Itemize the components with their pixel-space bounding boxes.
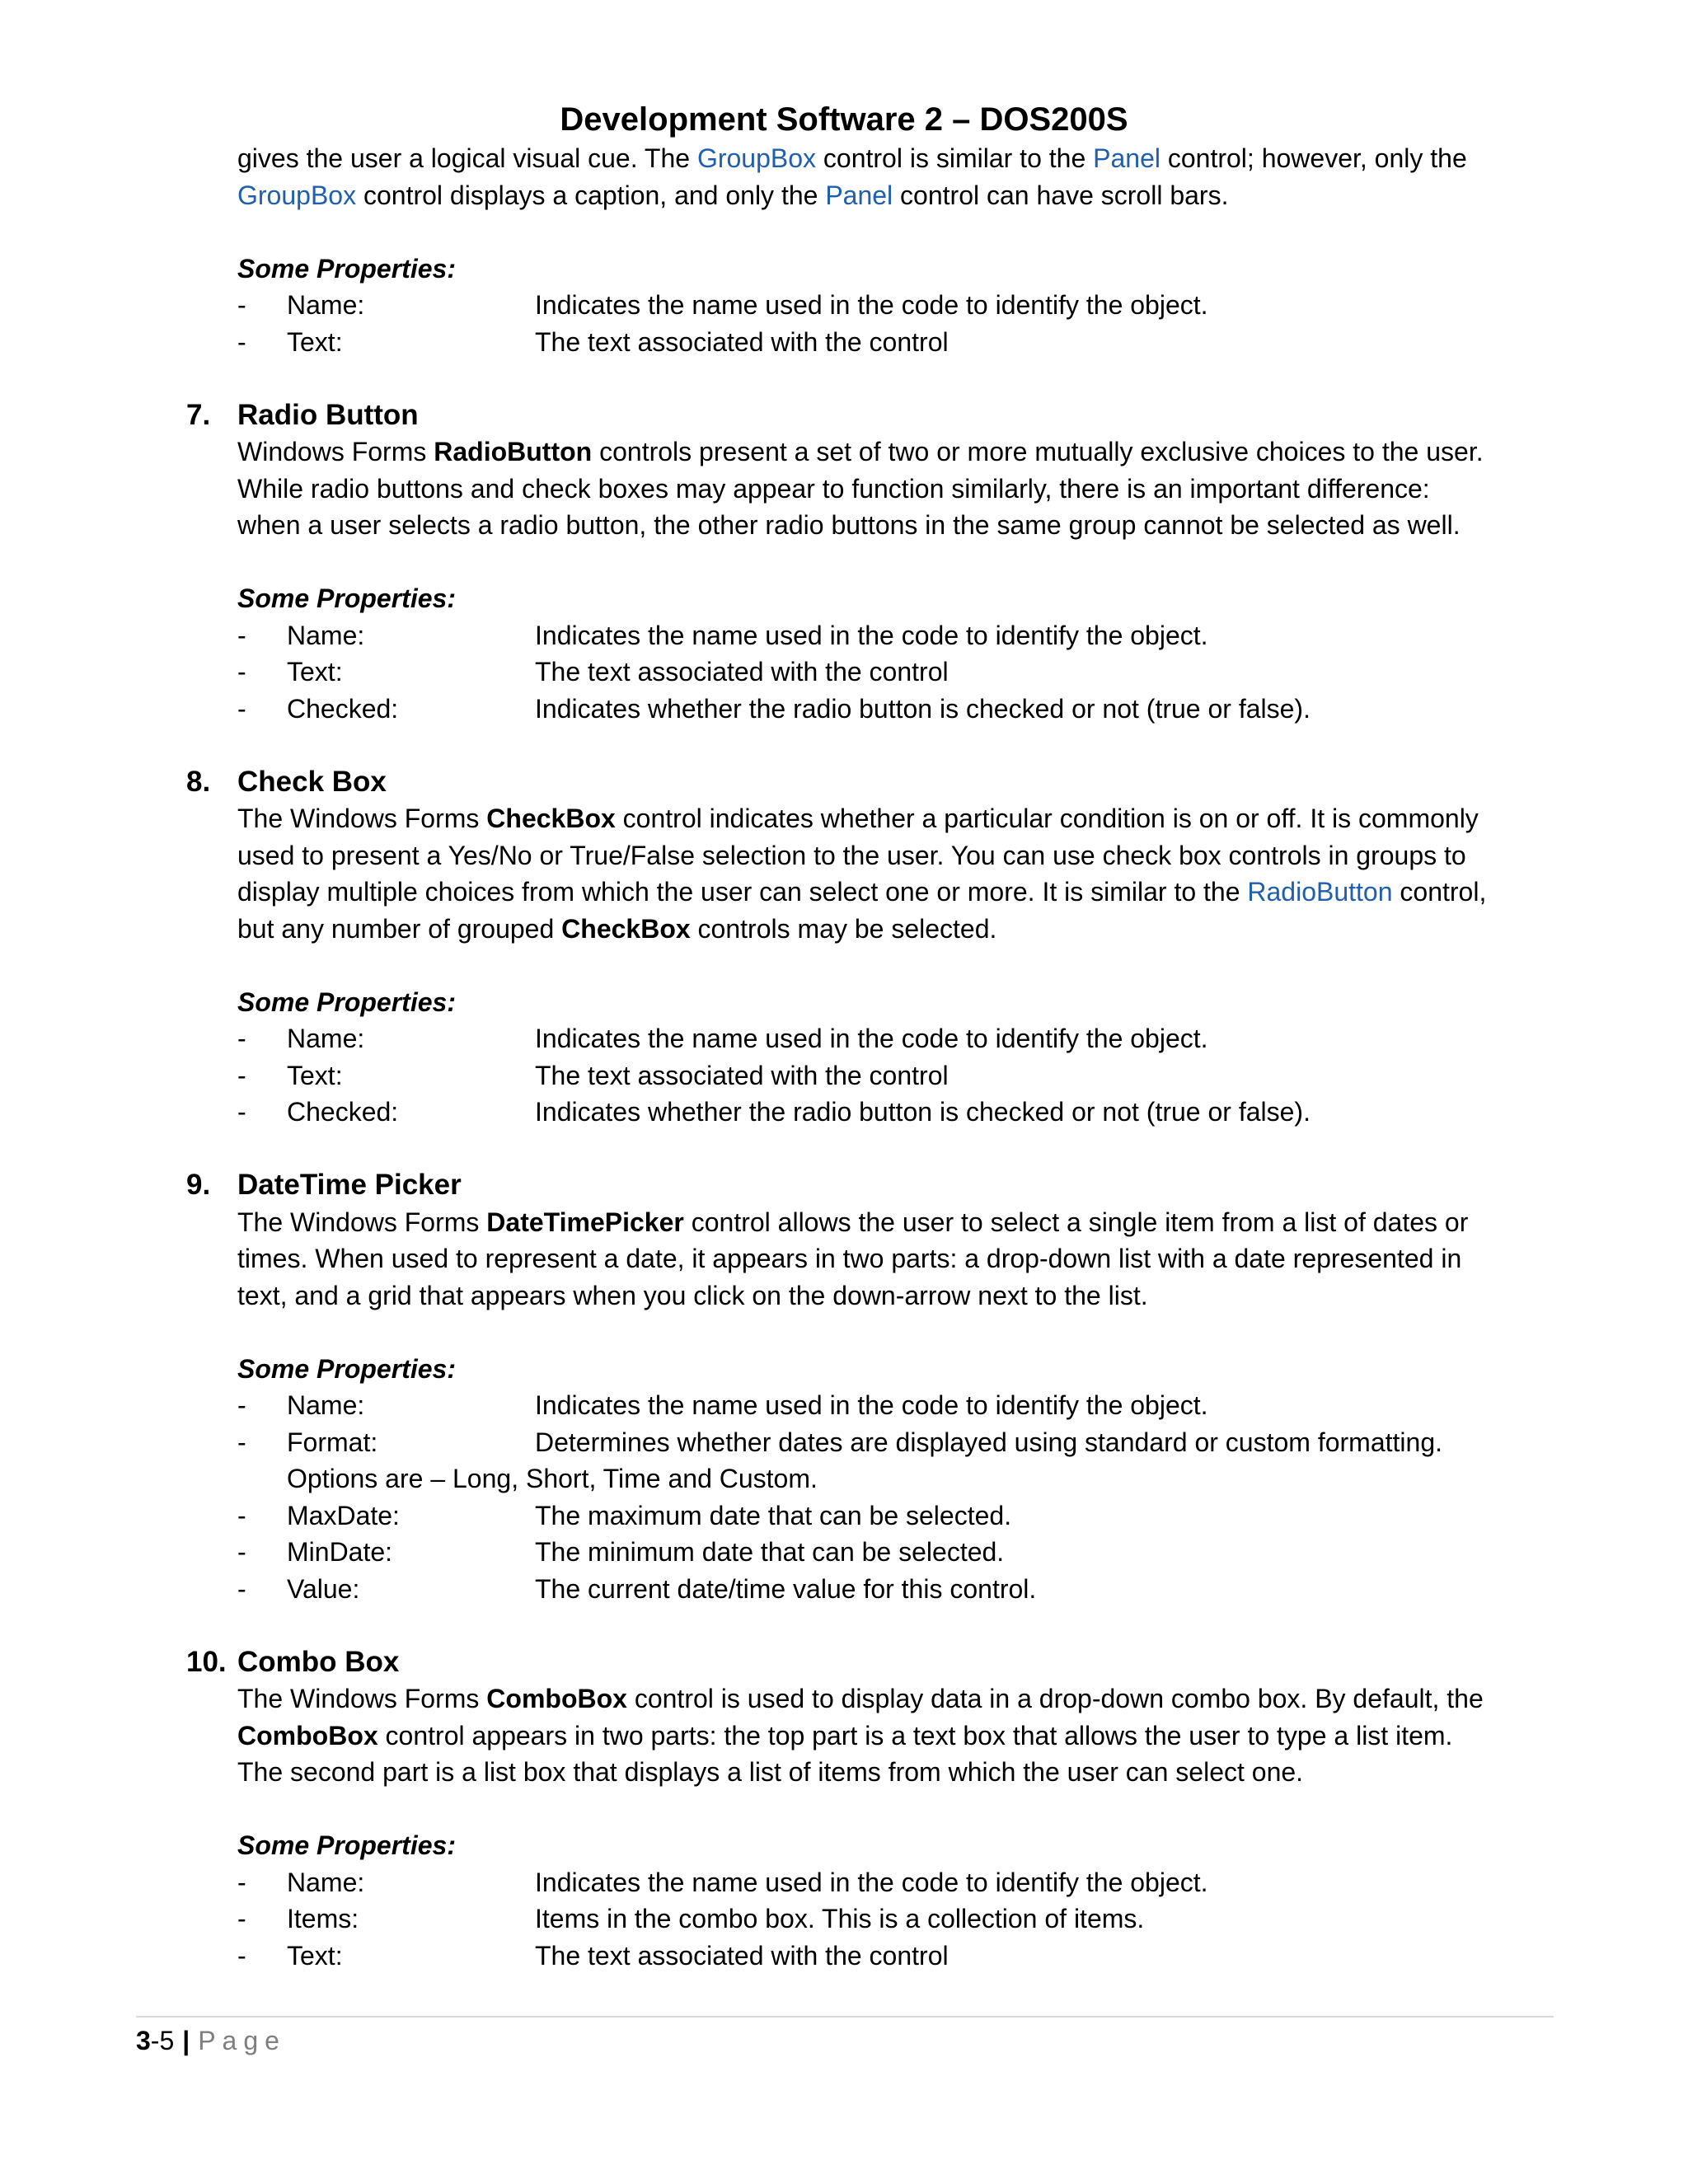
property-desc: The maximum date that can be selected. <box>535 1500 1012 1530</box>
bullet-dash: - <box>237 1060 246 1090</box>
page-footer <box>136 2022 286 2059</box>
bullet-dash: - <box>237 1097 246 1127</box>
property-desc: Indicates the name used in the code to identify the object. <box>535 620 1208 650</box>
bullet-dash: - <box>237 1537 246 1567</box>
some-properties-label: Some Properties: <box>237 987 456 1017</box>
property-row <box>237 1534 1573 1571</box>
property-row <box>237 691 1573 728</box>
property-row <box>237 1057 1573 1094</box>
property-name: Text: <box>287 1060 343 1090</box>
bullet-dash: - <box>237 290 246 320</box>
some-properties-label: Some Properties: <box>237 253 456 284</box>
bullet-dash: - <box>237 657 246 687</box>
bullet-dash: - <box>237 1390 246 1420</box>
property-row <box>237 654 1573 691</box>
some-properties-label: Some Properties: <box>237 583 456 613</box>
body-line: The Windows Forms ComboBox control is used to display data in a drop-down combo box. By default, the <box>237 1684 1484 1713</box>
property-name: Items: <box>287 1904 359 1933</box>
property-row <box>237 1020 1573 1057</box>
property-desc: The text associated with the control <box>535 326 949 357</box>
page-number-bold: 3 <box>136 2026 151 2055</box>
body-line: ComboBox control appears in two parts: the top part is a text box that allows the user to type a list item. <box>237 1720 1453 1750</box>
property-desc: The text associated with the control <box>535 1060 949 1090</box>
page-title: Development Software 2 – DOS200S <box>560 101 1128 138</box>
some-properties-label: Some Properties: <box>237 1353 456 1384</box>
body-line: used to present a Yes/No or True/False selection to the user. You can use check box controls in groups to <box>237 840 1466 870</box>
footer-divider <box>136 2016 1554 2018</box>
property-row <box>237 1900 1573 1938</box>
bullet-dash: - <box>237 1500 246 1530</box>
body-line: Windows Forms RadioButton controls present a set of two or more mutually exclusive choices to the user. <box>237 437 1484 466</box>
bullet-dash: - <box>237 693 246 724</box>
property-row <box>237 1571 1573 1608</box>
property-row <box>237 1387 1573 1424</box>
property-name: MaxDate: <box>287 1500 400 1530</box>
body-line: times. When used to represent a date, it appears in two parts: a drop-down list with a date represented in <box>237 1244 1462 1273</box>
page-number-rest: -5 <box>150 2026 175 2055</box>
body-line: The second part is a list box that displays a list of items from which the user can select one. <box>237 1757 1304 1787</box>
property-name: Value: <box>287 1573 360 1604</box>
section-number: 9. <box>186 1169 211 1201</box>
groupbox-link[interactable]: GroupBox <box>696 143 817 173</box>
property-row <box>237 1094 1573 1131</box>
section-heading-combo-box: 10. Combo Box <box>237 1644 1573 1681</box>
section-heading-check-box: 8. Check Box <box>237 764 1573 801</box>
section-number: 10. <box>186 1645 227 1678</box>
property-row <box>237 1938 1573 1975</box>
property-name: Name: <box>287 1024 365 1053</box>
property-name: Text: <box>287 657 343 687</box>
property-desc: The current date/time value for this control. <box>535 1573 1037 1604</box>
intro-line-1: gives the user a logical visual cue. The GroupBox control is similar to the Panel control; however, only the <box>237 143 1467 173</box>
property-name: Name: <box>287 290 365 320</box>
property-name: Name: <box>287 1867 365 1897</box>
section-number: 7. <box>186 398 211 431</box>
footer-separator: | <box>182 2026 190 2055</box>
property-row <box>237 617 1573 654</box>
section-heading-datetime-picker: 9. DateTime Picker <box>237 1167 1573 1204</box>
property-desc: Indicates the name used in the code to identify the object. <box>535 1390 1208 1420</box>
body-line: display multiple choices from which the user can select one or more. It is similar to the RadioButton control, <box>237 877 1487 907</box>
page-content <box>186 140 1573 1974</box>
property-name: Text: <box>287 326 343 357</box>
groupbox-link[interactable]: GroupBox <box>237 180 357 210</box>
property-desc: Items in the combo box. This is a collection of items. <box>535 1904 1145 1933</box>
property-name: Checked: <box>287 693 399 724</box>
section-heading-radio-button: 7. Radio Button <box>237 397 1573 434</box>
section-number: 8. <box>186 765 211 798</box>
property-desc: Indicates whether the radio button is checked or not (true or false). <box>535 1097 1311 1127</box>
bullet-dash: - <box>237 326 246 357</box>
property-desc: The text associated with the control <box>535 657 949 687</box>
bullet-dash: - <box>237 1427 246 1457</box>
property-name: MinDate: <box>287 1537 393 1567</box>
property-desc: Indicates the name used in the code to identify the object. <box>535 1024 1208 1053</box>
property-desc: The minimum date that can be selected. <box>535 1537 1005 1567</box>
property-name: Checked: <box>287 1097 399 1127</box>
property-row <box>237 1424 1573 1461</box>
radiobutton-link[interactable]: RadioButton <box>1247 877 1393 907</box>
property-name: Name: <box>287 620 365 650</box>
property-name: Name: <box>287 1390 365 1420</box>
body-line: The Windows Forms DateTimePicker control allows the user to select a single item from a list of dates or <box>237 1207 1469 1237</box>
property-desc: Indicates the name used in the code to identify the object. <box>535 1867 1208 1897</box>
property-row <box>237 287 1573 324</box>
property-continuation: Options are – Long, Short, Time and Custom. <box>287 1464 818 1493</box>
panel-link[interactable]: Panel <box>1093 143 1160 173</box>
property-row <box>237 1864 1573 1901</box>
body-line: when a user selects a radio button, the other radio buttons in the same group cannot be selected as well. <box>237 510 1461 540</box>
page-word: Page <box>198 2026 286 2055</box>
some-properties-label: Some Properties: <box>237 1830 456 1860</box>
property-name: Format: <box>287 1427 378 1457</box>
property-row <box>237 1497 1573 1535</box>
property-name: Text: <box>287 1940 343 1971</box>
bullet-dash: - <box>237 1940 246 1971</box>
bullet-dash: - <box>237 1904 246 1933</box>
property-desc: Indicates the name used in the code to identify the object. <box>535 290 1208 320</box>
body-line: text, and a grid that appears when you click on the down-arrow next to the list. <box>237 1280 1148 1310</box>
body-line: The Windows Forms CheckBox control indicates whether a particular condition is on or off. It is commonly <box>237 804 1479 833</box>
bullet-dash: - <box>237 620 246 650</box>
property-desc: Determines whether dates are displayed using standard or custom formatting. <box>535 1427 1442 1457</box>
property-desc: Indicates whether the radio button is checked or not (true or false). <box>535 693 1311 724</box>
property-desc: The text associated with the control <box>535 1940 949 1971</box>
bullet-dash: - <box>237 1867 246 1897</box>
bullet-dash: - <box>237 1024 246 1053</box>
panel-link[interactable]: Panel <box>825 180 893 210</box>
body-line: but any number of grouped CheckBox controls may be selected. <box>237 913 997 944</box>
bullet-dash: - <box>237 1573 246 1604</box>
property-row <box>237 324 1573 361</box>
intro-line-2: GroupBox control displays a caption, and only the Panel control can have scroll bars. <box>237 180 1229 210</box>
body-line: While radio buttons and check boxes may appear to function similarly, there is an important difference: <box>237 473 1430 504</box>
